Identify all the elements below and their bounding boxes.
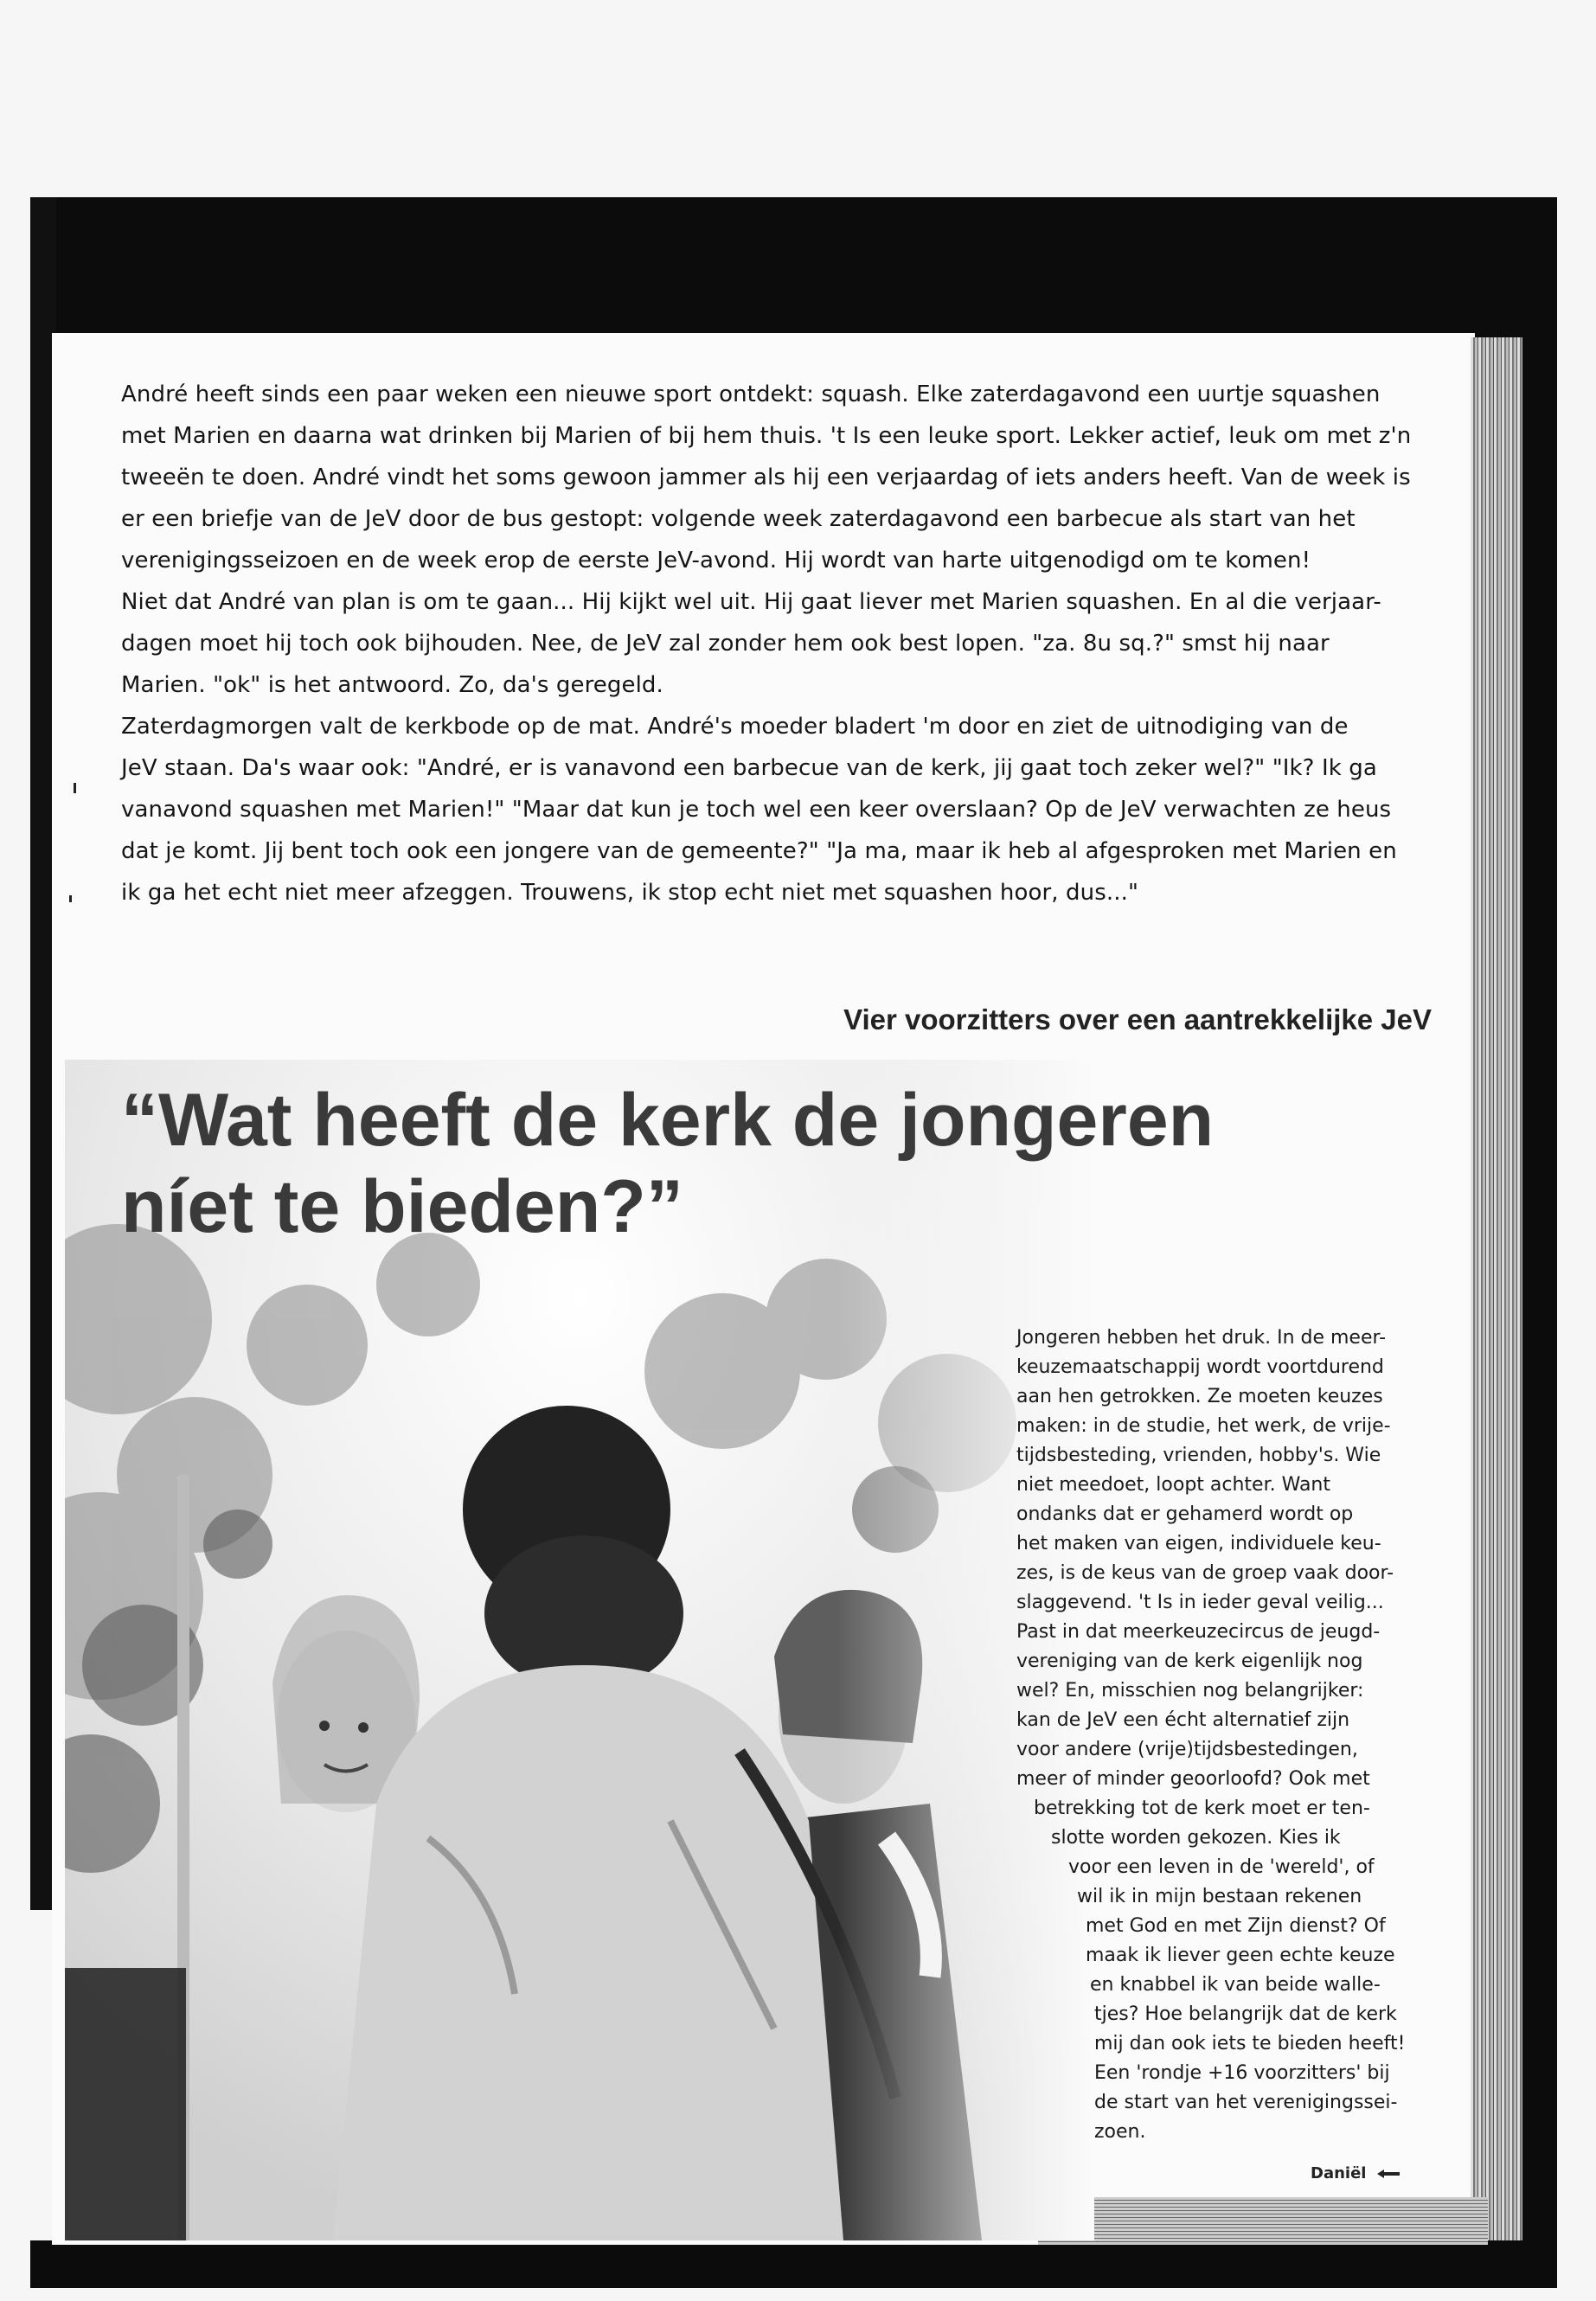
- intro-line: dagen moet hij toch ook bijhouden. Nee, de JeV zal zonder hem ook best lopen. "za. 8u sq.?" smst hij naar: [121, 631, 1330, 657]
- column-line: zoen.: [1094, 2121, 1146, 2143]
- intro-line: Niet dat André van plan is om te gaan... Hij kijkt wel uit. Hij gaat liever met Marien squashen. En al die verjaar-: [121, 589, 1381, 615]
- intro-story: [121, 374, 1427, 913]
- column-line: het maken van eigen, individuele keu-: [1016, 1533, 1381, 1554]
- column-line: tjes? Hoe belangrijk dat de kerk: [1094, 2003, 1397, 2025]
- column-line: de start van het verenigingssei-: [1094, 2092, 1398, 2113]
- intro-line: Zaterdagmorgen valt de kerkbode op de mat. André's moeder bladert 'm door en ziet de uitnodiging van de: [121, 714, 1349, 740]
- column-line: keuzemaatschappij wordt voortdurend: [1016, 1356, 1384, 1378]
- intro-line: JeV staan. Da's waar ook: "André, er is vanavond een barbecue van de kerk, jij gaat toch zeker wel?" "Ik? Ik ga: [121, 755, 1377, 781]
- intro-column: [1016, 1324, 1432, 2147]
- page-stack-edges: [1471, 337, 1522, 2240]
- article-subtitle: Vier voorzitters over een aantrekkelijke JeV: [843, 1003, 1432, 1035]
- column-line: Een 'rondje +16 voorzitters' bij: [1094, 2062, 1390, 2084]
- scan-border-bottom: [30, 2240, 1557, 2288]
- headline-line: “Wat heeft de kerk de jongeren: [121, 1079, 1215, 1162]
- column-line: met God en met Zijn dienst? Of: [1086, 1915, 1386, 1937]
- intro-line: ik ga het echt niet meer afzeggen. Trouwens, ik stop echt niet met squashen hoor, dus...": [121, 880, 1139, 906]
- column-line: slaggevend. 't Is in ieder geval veilig...: [1016, 1592, 1384, 1613]
- scan-border-right: [1518, 197, 1557, 2284]
- headline-line: níet te bieden?”: [121, 1165, 683, 1248]
- column-line: Past in dat meerkeuzecircus de jeugd-: [1016, 1621, 1381, 1643]
- column-line: slotte worden gekozen. Kies ik: [1051, 1827, 1341, 1849]
- scan-border-top: [30, 197, 1553, 340]
- scan-mark: [69, 895, 72, 902]
- intro-line: tweeën te doen. André vindt het soms gewoon jammer als hij een verjaardag of iets anders heeft. Van de week is: [121, 465, 1411, 490]
- column-line: aan hen getrokken. Ze moeten keuzes: [1016, 1386, 1383, 1407]
- column-line: zes, is de keus van de groep vaak door-: [1016, 1562, 1394, 1584]
- column-line: vereniging van de kerk eigenlijk nog: [1016, 1650, 1363, 1672]
- column-line: Jongeren hebben het druk. In de meer-: [1016, 1327, 1387, 1349]
- intro-line: met Marien en daarna wat drinken bij Marien of bij hem thuis. 't Is een leuke sport. Lekker actief, leuk om met z'n: [121, 423, 1412, 449]
- page-stack-bottom: [1038, 2197, 1488, 2245]
- column-line: wel? En, misschien nog belangrijker:: [1016, 1680, 1364, 1702]
- arrow-left-icon: [1377, 2170, 1400, 2178]
- column-line: meer of minder geoorloofd? Ook met: [1016, 1768, 1370, 1790]
- column-line: wil ik in mijn bestaan rekenen: [1077, 1886, 1362, 1907]
- intro-line: verenigingsseizoen en de week erop de eerste JeV-avond. Hij wordt van harte uitgenodigd om te komen!: [121, 548, 1311, 574]
- author-signature: [1311, 2164, 1400, 2182]
- intro-line: Marien. "ok" is het antwoord. Zo, da's geregeld.: [121, 672, 663, 698]
- intro-line: vanavond squashen met Marien!" "Maar dat kun je toch wel een keer overslaan? Op de JeV verwachten ze heus: [121, 797, 1392, 823]
- column-line: kan de JeV een écht alternatief zijn: [1016, 1709, 1350, 1731]
- article-headline: [121, 1077, 1332, 1250]
- column-line: en knabbel ik van beide walle-: [1090, 1974, 1381, 1996]
- scan-mark: [74, 783, 76, 793]
- column-line: niet meedoet, loopt achter. Want: [1016, 1474, 1330, 1496]
- intro-line: er een briefje van de JeV door de bus gestopt: volgende week zaterdagavond een barbecue als start van het: [121, 506, 1356, 532]
- intro-line: André heeft sinds een paar weken een nieuwe sport ontdekt: squash. Elke zaterdagavond een uurtje squashen: [121, 381, 1381, 407]
- column-line: ondanks dat er gehamerd wordt op: [1016, 1503, 1354, 1525]
- column-line: tijdsbesteding, vrienden, hobby's. Wie: [1016, 1445, 1381, 1466]
- column-line: maken: in de studie, het werk, de vrije-: [1016, 1415, 1391, 1437]
- column-line: betrekking tot de kerk moet er ten-: [1034, 1798, 1370, 1819]
- column-line: voor een leven in de 'wereld', of: [1068, 1856, 1375, 1878]
- intro-line: dat je komt. Jij bent toch ook een jongere van de gemeente?" "Ja ma, maar ik heb al afgesproken met Marien en: [121, 838, 1397, 864]
- column-line: mij dan ook iets te bieden heeft!: [1094, 2033, 1406, 2054]
- column-line: voor andere (vrije)tijdsbestedingen,: [1016, 1739, 1358, 1760]
- author-name: Daniël: [1311, 2164, 1367, 2182]
- column-line: maak ik liever geen echte keuze: [1086, 1945, 1395, 1966]
